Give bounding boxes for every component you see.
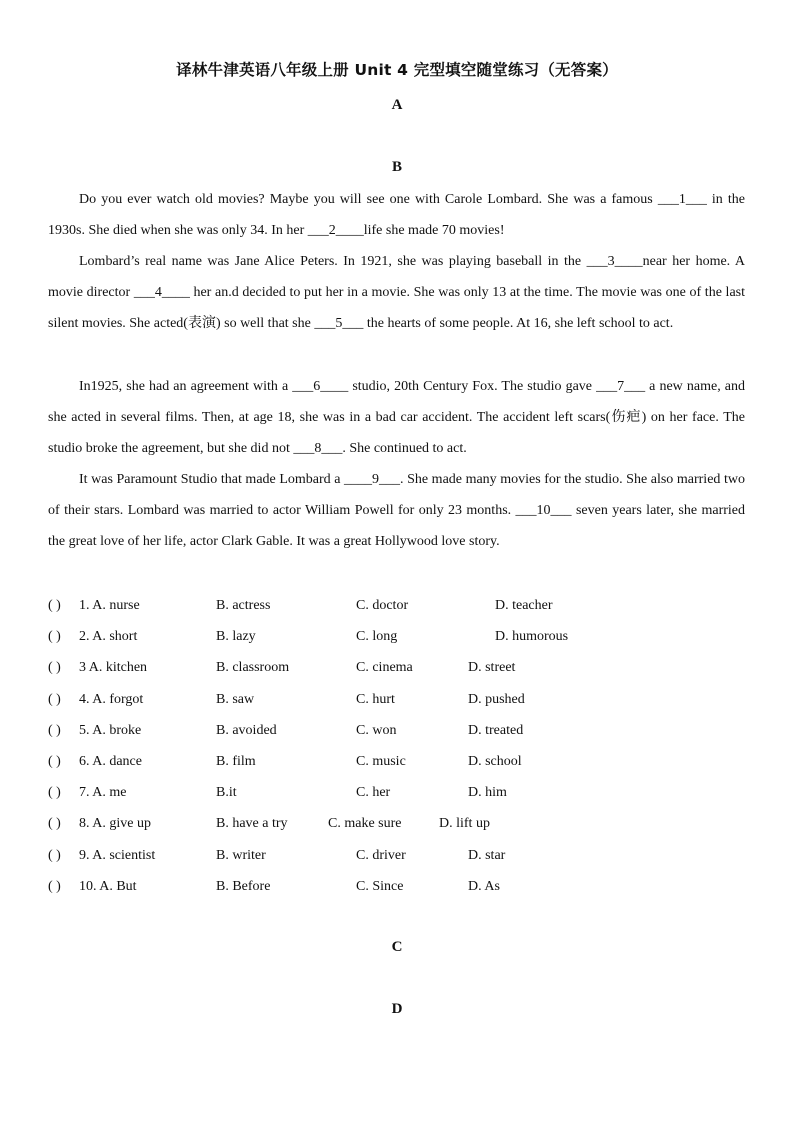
question-row — [48, 652, 748, 683]
question-list — [48, 590, 748, 902]
option-a: 7. A. me — [79, 785, 127, 801]
option-b: B. classroom — [216, 660, 290, 676]
option-b: B.it — [216, 785, 237, 801]
question-row — [48, 808, 748, 839]
question-row — [48, 590, 748, 621]
passage-paragraph-3: In1925, she had an agreement with a ___6____ studio, 20th Century Fox. The studio gave ___7___ a new name, and she acted in several films. Then, at age 18, she was in a bad car accident. The accident left scars(伤疤) on her face. The studio broke the agreement, but she did not ___8___. She continued to act. — [48, 379, 745, 457]
section-a-heading: A — [391, 97, 403, 113]
option-d: D. lift up — [439, 816, 490, 832]
option-b: B. lazy — [216, 629, 256, 645]
option-c: C. make sure — [328, 816, 402, 832]
answer-blank: ( ) — [48, 847, 61, 863]
question-row — [48, 840, 748, 871]
option-d: D. school — [468, 753, 522, 769]
option-a: 9. A. scientist — [79, 847, 156, 863]
option-d: D. pushed — [468, 691, 525, 707]
question-row — [48, 684, 748, 715]
question-row — [48, 777, 748, 808]
passage-paragraph-1: Do you ever watch old movies? Maybe you will see one with Carole Lombard. She was a famous ___1___ in the 1930s. She died when she was only 34. In her ___2____life she made 70 movies! — [48, 192, 745, 239]
option-c: C. won — [356, 722, 397, 738]
option-c: C. doctor — [356, 598, 409, 613]
option-a: 10. A. But — [79, 878, 137, 894]
option-c: C. long — [356, 629, 398, 645]
page-title: 译林牛津英语八年级上册 Unit 4 完型填空随堂练习（无答案） — [176, 61, 618, 79]
question-row — [48, 621, 748, 652]
option-c: C. her — [356, 785, 391, 801]
option-d: D. star — [468, 847, 506, 863]
option-b: B. Before — [216, 878, 271, 894]
answer-blank: ( ) — [48, 722, 61, 738]
option-d: D. treated — [468, 722, 524, 738]
option-c: C. music — [356, 753, 406, 769]
option-c: C. hurt — [356, 691, 395, 707]
option-a: 6. A. dance — [79, 753, 142, 769]
answer-blank: ( ) — [48, 878, 61, 894]
answer-blank: ( ) — [48, 785, 61, 801]
option-c: C. Since — [356, 878, 404, 894]
answer-blank: ( ) — [48, 753, 61, 769]
section-c-heading: C — [391, 939, 403, 955]
answer-blank: ( ) — [48, 629, 61, 645]
answer-blank: ( ) — [48, 691, 61, 707]
option-a: 8. A. give up — [79, 816, 151, 832]
passage-paragraph-2: Lombard’s real name was Jane Alice Peters. In 1921, she was playing baseball in the ___3____near her home. A movie director ___4____ her an.d decided to put her in a movie. She was only 13 at the time. The movie was one of the last silent movies. She acted(表演) so well that she ___5___ the hearts of some people. At 16, she left school to act. — [48, 254, 745, 332]
option-b: B. film — [216, 753, 256, 769]
option-a: 5. A. broke — [79, 722, 142, 738]
question-row — [48, 746, 748, 777]
answer-blank: ( ) — [48, 816, 61, 832]
option-b: B. writer — [216, 847, 266, 863]
passage-paragraph-4: It was Paramount Studio that made Lombard a ____9___. She made many movies for the studio. She also married two of their stars. Lombard was married to actor William Powell for only 23 months. ___10___ seven years later, she married the great love of her life, actor Clark Gable. It was a great Hollywood love story. — [48, 472, 745, 550]
option-d: D. humorous — [495, 629, 569, 645]
option-a: 2. A. short — [79, 629, 138, 645]
option-a: 1. A. nurse — [79, 598, 140, 613]
option-c: C. driver — [356, 847, 406, 863]
section-d-heading: D — [391, 1001, 403, 1017]
question-row — [48, 715, 748, 746]
question-row — [48, 871, 748, 902]
option-b: B. actress — [216, 598, 271, 613]
answer-blank: ( ) — [48, 598, 61, 613]
option-d: D. him — [468, 785, 507, 801]
option-d: D. street — [468, 660, 516, 676]
section-b-heading: B — [391, 159, 402, 175]
option-b: B. have a try — [216, 816, 288, 832]
option-b: B. saw — [216, 691, 255, 707]
option-c: C. cinema — [356, 660, 413, 676]
option-b: B. avoided — [216, 722, 277, 738]
option-d: D. teacher — [495, 598, 553, 613]
option-a: 4. A. forgot — [79, 691, 144, 707]
answer-blank: ( ) — [48, 660, 61, 676]
option-d: D. As — [468, 878, 500, 894]
option-a: 3 A. kitchen — [79, 660, 148, 676]
